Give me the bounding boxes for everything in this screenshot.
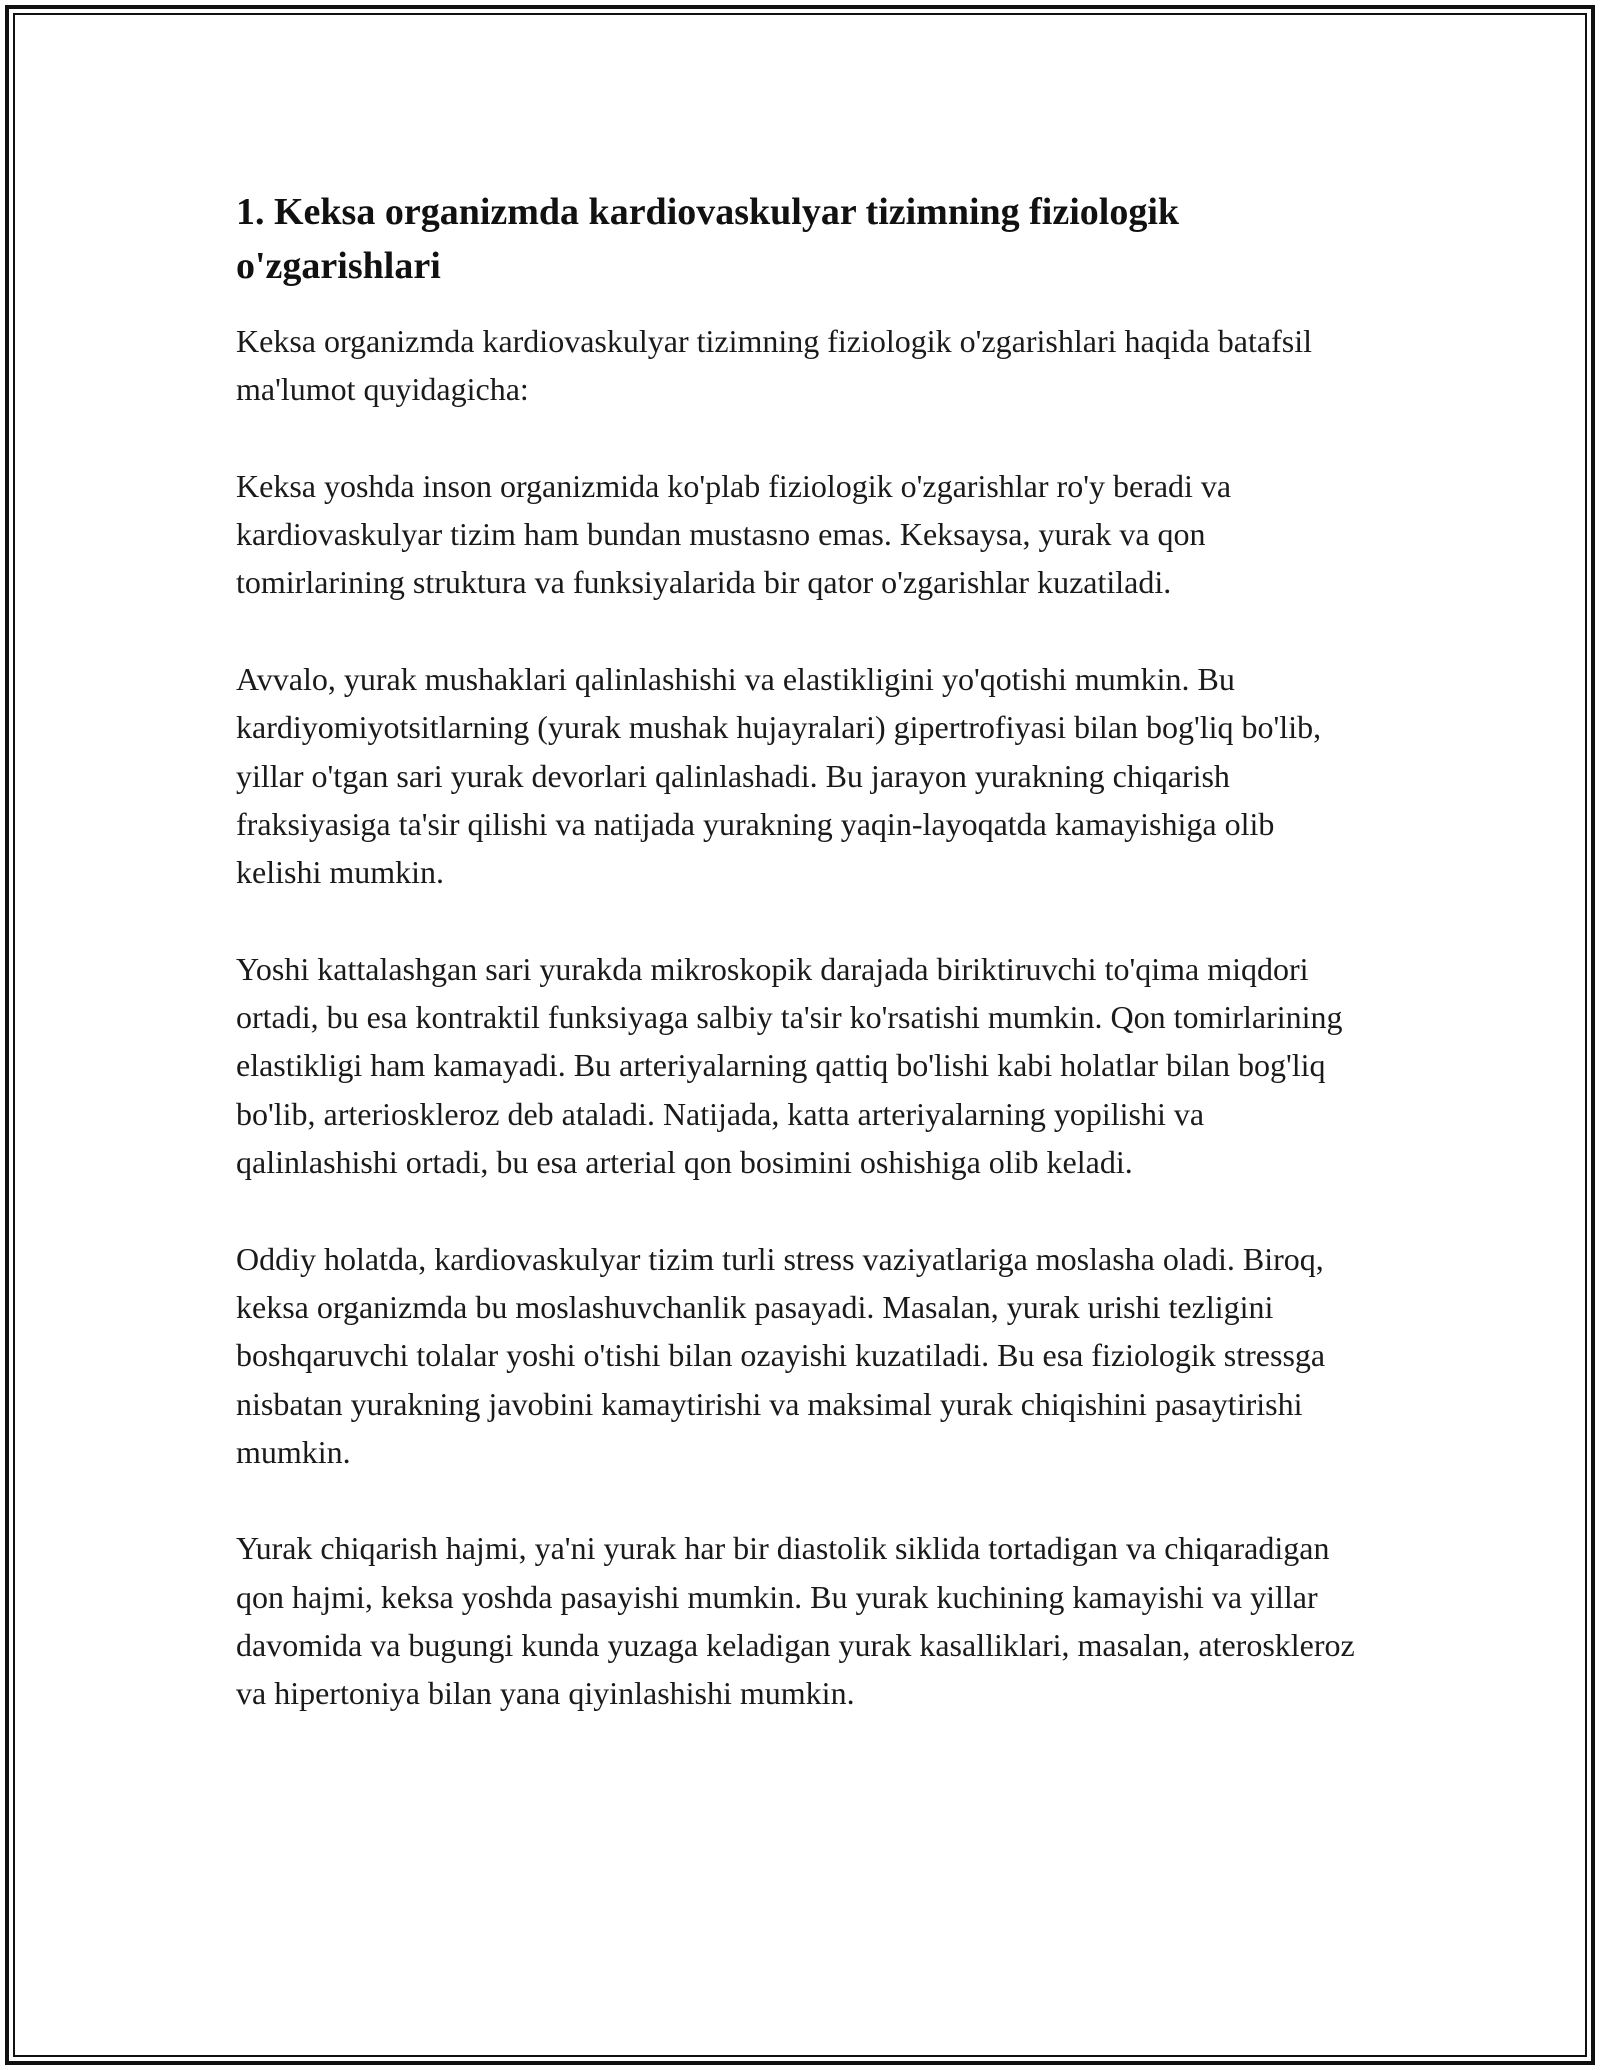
paragraph-stress-adaptation: Oddiy holatda, kardiovaskulyar tizim turli stress vaziyatlariga moslasha oladi. Biroq, keksa organizmda bu moslashuvchanlik pasayadi. Masalan, yurak urishi tezligini boshqaruvchi tolalar yoshi o'tishi bilan ozayishi kuzatiladi. Bu esa fiziologik stressga nisbatan yurakning javobini kamaytirishi va maksimal yurak chiqishini pasaytirishi mumkin. (236, 1240, 1326, 1470)
paragraph-overview: Keksa yoshda inson organizmida ko'plab fiziologik o'zgarishlar ro'y beradi va kardiovaskulyar tizim ham bundan mustasno emas. Keksaysa, yurak va qon tomirlarining struktura va funksiyalarida bir qator o'zgarishlar kuzatiladi. (236, 467, 1232, 601)
document-body (236, 185, 1366, 1766)
paragraph-arteries: Yoshi kattalashgan sari yurakda mikroskopik darajada biriktiruvchi to'qima miqdori ortadi, bu esa kontraktil funksiyaga salbiy ta'sir ko'rsatishi mumkin. Qon tomirlarining elastikligi ham kamayadi. Bu arteriyalarning qattiq bo'lishi kabi holatlar bilan bog'liq bo'lib, arterioskleroz deb ataladi. Natijada, katta arteriyalarning yopilishi va qalinlashishi ortadi, bu esa arterial qon bosimini oshishiga olib keladi. (236, 950, 1343, 1181)
document-title: 1. Keksa organizmda kardiovaskulyar tizimning fiziologik o'zgarishlari (236, 191, 1180, 287)
paragraph-cardiac-output: Yurak chiqarish hajmi, ya'ni yurak har bir diastolik siklida tortadigan va chiqaradigan qon hajmi, keksa yoshda pasayishi mumkin. Bu yurak kuchining kamayishi va yillar davomida va bugungi kunda yuzaga keladigan yurak kasalliklari, masalan, ateroskleroz va hipertoniya bilan yana qiyinlashishi mumkin. (236, 1530, 1355, 1712)
paragraph-heart-muscle: Avvalo, yurak mushaklari qalinlashishi va elastikligini yo'qotishi mumkin. Bu kardiyomiyotsitlarning (yurak mushak hujayralari) gipertrofiyasi bilan bog'liq bo'lib, yillar o'tgan sari yurak devorlari qalinlashadi. Bu jarayon yurakning chiqarish fraksiyasiga ta'sir qilishi va natijada yurakning yaqin-layoqatda kamayishiga olib kelishi mumkin. (236, 661, 1322, 891)
paragraph-intro: Keksa organizmda kardiovaskulyar tizimning fiziologik o'zgarishlari haqida batafsil ma'lumot quyidagicha: (236, 323, 1312, 408)
